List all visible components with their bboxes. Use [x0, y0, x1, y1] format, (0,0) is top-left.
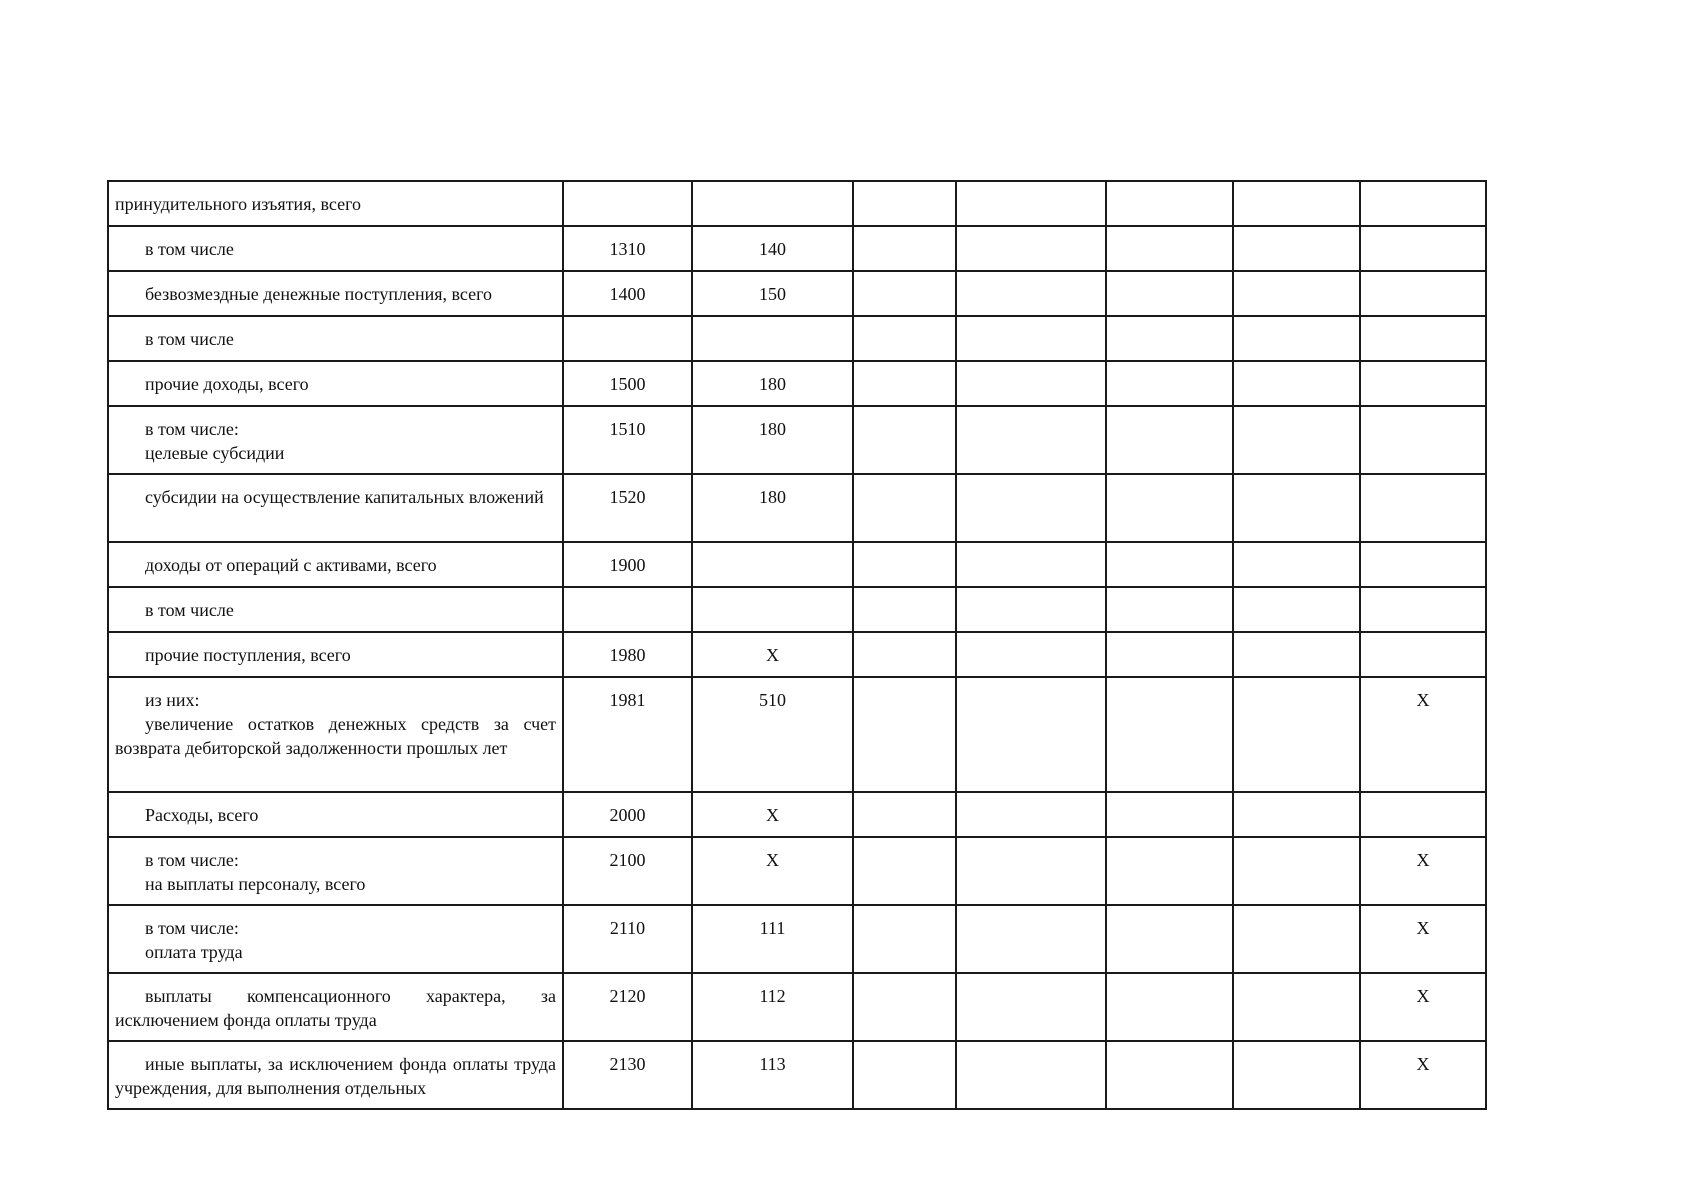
amount-cell: [853, 226, 956, 271]
table-row: [108, 677, 1486, 792]
table-row: [108, 181, 1486, 226]
amount-cell: [956, 226, 1106, 271]
amount-cell: [1360, 406, 1486, 474]
amount-cell: [1233, 677, 1360, 792]
row-label-cell: [108, 587, 563, 632]
kbk-code-cell: 112: [692, 973, 853, 1041]
amount-cell: [1233, 973, 1360, 1041]
row-label-cell: [108, 181, 563, 226]
amount-cell: [956, 1041, 1106, 1109]
table-row: [108, 542, 1486, 587]
amount-cell: [1233, 271, 1360, 316]
amount-cell: [956, 542, 1106, 587]
row-label-cell: [108, 316, 563, 361]
kbk-code-cell: 180: [692, 474, 853, 542]
table-row: [108, 587, 1486, 632]
row-label-line: в том числе:: [145, 850, 239, 870]
row-label-line: на выплаты персоналу, всего: [145, 874, 366, 894]
kbk-code-cell: X: [692, 792, 853, 837]
kbk-code-cell: [692, 542, 853, 587]
kbk-code-cell: X: [692, 837, 853, 905]
amount-cell: [956, 837, 1106, 905]
amount-cell: [1106, 474, 1233, 542]
amount-cell: [853, 837, 956, 905]
table-row: [108, 837, 1486, 905]
amount-cell: [956, 632, 1106, 677]
table-row: [108, 973, 1486, 1041]
table-row: [108, 632, 1486, 677]
amount-cell: [1106, 677, 1233, 792]
document-page: [107, 180, 1487, 1110]
row-label-line: доходы от операций с активами, всего: [145, 555, 437, 575]
row-code-cell: 1510: [563, 406, 692, 474]
kbk-code-cell: [692, 316, 853, 361]
amount-cell: [1233, 226, 1360, 271]
amount-cell: [956, 587, 1106, 632]
row-code-cell: 2100: [563, 837, 692, 905]
amount-cell: [1233, 542, 1360, 587]
row-label-line: Расходы, всего: [145, 805, 259, 825]
amount-cell: [1106, 406, 1233, 474]
amount-cell: [1233, 181, 1360, 226]
row-label-cell: [108, 973, 563, 1041]
amount-cell: [1360, 181, 1486, 226]
amount-cell: [956, 792, 1106, 837]
amount-cell: [853, 677, 956, 792]
row-code-cell: 1400: [563, 271, 692, 316]
row-label-cell: [108, 792, 563, 837]
row-label-cell: [108, 474, 563, 542]
amount-cell: [1360, 632, 1486, 677]
amount-cell: [1360, 587, 1486, 632]
amount-cell: [956, 271, 1106, 316]
amount-cell: [1233, 837, 1360, 905]
amount-cell: [1233, 632, 1360, 677]
amount-cell: [1233, 361, 1360, 406]
amount-cell: [1233, 905, 1360, 973]
amount-cell: [1106, 181, 1233, 226]
row-label-cell: [108, 406, 563, 474]
row-label-line: субсидии на осуществление капитальных вложений: [145, 487, 544, 507]
row-code-cell: 2000: [563, 792, 692, 837]
table-row: [108, 361, 1486, 406]
table-row: [108, 271, 1486, 316]
amount-cell: X: [1360, 973, 1486, 1041]
amount-cell: X: [1360, 905, 1486, 973]
amount-cell: [1106, 632, 1233, 677]
amount-cell: [853, 542, 956, 587]
row-label-line: в том числе:: [145, 419, 239, 439]
amount-cell: [1233, 587, 1360, 632]
table-row: [108, 406, 1486, 474]
table-row: [108, 1041, 1486, 1109]
row-code-cell: [563, 316, 692, 361]
row-code-cell: 1500: [563, 361, 692, 406]
kbk-code-cell: 180: [692, 406, 853, 474]
row-code-cell: 2120: [563, 973, 692, 1041]
amount-cell: [853, 361, 956, 406]
amount-cell: X: [1360, 837, 1486, 905]
amount-cell: [853, 181, 956, 226]
table-row: [108, 792, 1486, 837]
row-label-line: безвозмездные денежные поступления, всего: [145, 284, 493, 304]
kbk-code-cell: [692, 587, 853, 632]
amount-cell: [1106, 837, 1233, 905]
row-label-cell: [108, 837, 563, 905]
amount-cell: [1233, 792, 1360, 837]
row-label-cell: [108, 361, 563, 406]
row-code-cell: 2110: [563, 905, 692, 973]
amount-cell: [1360, 542, 1486, 587]
amount-cell: [1106, 361, 1233, 406]
kbk-code-cell: 140: [692, 226, 853, 271]
row-label-line: выплаты компенсационного характера, за исключением фонда оплаты труда: [115, 986, 556, 1030]
amount-cell: [1233, 406, 1360, 474]
kbk-code-cell: 180: [692, 361, 853, 406]
row-code-cell: 1900: [563, 542, 692, 587]
row-code-cell: [563, 587, 692, 632]
amount-cell: [956, 316, 1106, 361]
row-label-cell: [108, 1041, 563, 1109]
amount-cell: [1360, 474, 1486, 542]
row-code-cell: 1310: [563, 226, 692, 271]
amount-cell: [1360, 361, 1486, 406]
amount-cell: [1360, 792, 1486, 837]
amount-cell: [853, 406, 956, 474]
row-code-cell: [563, 181, 692, 226]
row-label-line: в том числе: [145, 239, 234, 259]
amount-cell: [1233, 474, 1360, 542]
kbk-code-cell: 150: [692, 271, 853, 316]
row-label-cell: [108, 271, 563, 316]
amount-cell: [956, 973, 1106, 1041]
amount-cell: [1106, 973, 1233, 1041]
row-code-cell: 2130: [563, 1041, 692, 1109]
amount-cell: [956, 181, 1106, 226]
row-label-cell: [108, 677, 563, 792]
row-label-cell: [108, 542, 563, 587]
amount-cell: [1106, 226, 1233, 271]
row-label-line: в том числе: [145, 600, 234, 620]
amount-cell: [1106, 905, 1233, 973]
row-label-line: в том числе:: [145, 918, 239, 938]
budget-table: [107, 180, 1487, 1110]
row-label-cell: [108, 226, 563, 271]
row-label-line: целевые субсидии: [145, 443, 285, 463]
row-label-line: принудительного изъятия, всего: [115, 194, 361, 214]
amount-cell: [1360, 316, 1486, 361]
amount-cell: [956, 361, 1106, 406]
amount-cell: [1106, 587, 1233, 632]
amount-cell: [853, 316, 956, 361]
row-label-line: прочие доходы, всего: [145, 374, 309, 394]
table-row: [108, 316, 1486, 361]
amount-cell: [853, 1041, 956, 1109]
table-row: [108, 474, 1486, 542]
kbk-code-cell: [692, 181, 853, 226]
row-label-line: иные выплаты, за исключением фонда оплаты труда учреждения, для выполнения отдельных: [115, 1054, 556, 1098]
kbk-code-cell: 111: [692, 905, 853, 973]
row-code-cell: 1980: [563, 632, 692, 677]
row-label-line: из них:: [145, 690, 200, 710]
row-code-cell: 1520: [563, 474, 692, 542]
amount-cell: [956, 474, 1106, 542]
amount-cell: [1106, 271, 1233, 316]
table-row: [108, 905, 1486, 973]
kbk-code-cell: 113: [692, 1041, 853, 1109]
table-body: [108, 181, 1486, 1109]
amount-cell: X: [1360, 677, 1486, 792]
row-label-cell: [108, 632, 563, 677]
amount-cell: [956, 677, 1106, 792]
amount-cell: [956, 905, 1106, 973]
amount-cell: [853, 271, 956, 316]
amount-cell: [1233, 316, 1360, 361]
amount-cell: [1106, 1041, 1233, 1109]
amount-cell: [1106, 792, 1233, 837]
amount-cell: [853, 792, 956, 837]
row-label-line: в том числе: [145, 329, 234, 349]
amount-cell: [1106, 316, 1233, 361]
amount-cell: X: [1360, 1041, 1486, 1109]
kbk-code-cell: 510: [692, 677, 853, 792]
amount-cell: [1360, 271, 1486, 316]
amount-cell: [1106, 542, 1233, 587]
kbk-code-cell: X: [692, 632, 853, 677]
amount-cell: [853, 632, 956, 677]
row-label-line: прочие поступления, всего: [145, 645, 351, 665]
row-label-cell: [108, 905, 563, 973]
table-row: [108, 226, 1486, 271]
amount-cell: [853, 905, 956, 973]
row-code-cell: 1981: [563, 677, 692, 792]
amount-cell: [853, 474, 956, 542]
amount-cell: [956, 406, 1106, 474]
amount-cell: [853, 587, 956, 632]
row-label-line: оплата труда: [145, 942, 243, 962]
amount-cell: [853, 973, 956, 1041]
amount-cell: [1360, 226, 1486, 271]
row-label-line: увеличение остатков денежных средств за счет возврата дебиторской задолженности прошлых лет: [115, 714, 556, 758]
amount-cell: [1233, 1041, 1360, 1109]
